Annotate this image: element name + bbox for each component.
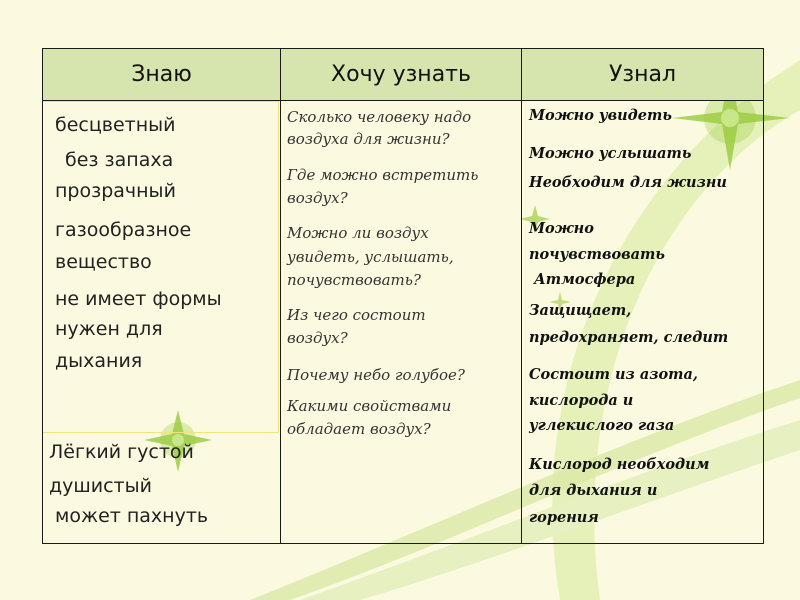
learned-item: Можно услышать: [529, 145, 692, 162]
learned-item: Атмосфера: [534, 271, 636, 288]
want-item: Можно ли воздух: [287, 224, 429, 242]
header-learned: Узнал: [608, 62, 677, 87]
learned-item: кислорода и: [529, 392, 634, 409]
learned-item: Можно увидеть: [529, 107, 672, 124]
want-item: воздух?: [287, 329, 348, 347]
learned-item: углекислого газа: [529, 417, 675, 434]
learned-item: горения: [529, 509, 599, 526]
learned-item: Кислород необходим: [529, 456, 710, 473]
want-item: воздуха для жизни?: [287, 130, 450, 148]
know-item: бесцветный: [55, 114, 176, 136]
learned-item: почувствовать: [529, 246, 665, 263]
want-item: Почему небо голубое?: [287, 366, 465, 384]
want-item: почувствовать?: [287, 271, 421, 289]
learned-item: предохраняет, следит: [529, 329, 729, 346]
column-divider: [521, 49, 522, 543]
know-item: не имеет формы: [55, 288, 222, 310]
know-item: прозрачный: [55, 180, 176, 202]
want-item: Где можно встретить: [287, 166, 479, 184]
want-item: воздух?: [287, 189, 348, 207]
know-extra-item: душистый: [49, 475, 152, 497]
want-item: увидеть, услышать,: [287, 248, 454, 266]
know-extra-item: Лёгкий густой: [49, 441, 194, 463]
header-know: Знаю: [131, 62, 192, 87]
know-item: дыхания: [55, 350, 143, 372]
want-item: Сколько человеку надо: [287, 108, 472, 126]
know-item: вещество: [55, 251, 152, 273]
want-item: Какими свойствами: [287, 397, 452, 415]
learned-item: Необходим для жизни: [529, 174, 727, 191]
want-item: обладает воздух?: [287, 420, 431, 438]
want-item: Из чего состоит: [287, 306, 426, 324]
learned-item: Состоит из азота,: [529, 366, 698, 383]
know-item: газообразное: [55, 219, 192, 241]
know-extra-item: может пахнуть: [55, 505, 209, 527]
learned-item: Защищает,: [529, 302, 632, 319]
know-item: без запаха: [65, 149, 174, 171]
header-want: Хочу узнать: [331, 62, 471, 87]
column-divider: [280, 49, 281, 543]
learned-item: для дыхания и: [529, 482, 658, 499]
learned-item: Можно: [529, 220, 594, 237]
know-item: нужен для: [55, 318, 163, 340]
table-header-row: [43, 49, 763, 101]
